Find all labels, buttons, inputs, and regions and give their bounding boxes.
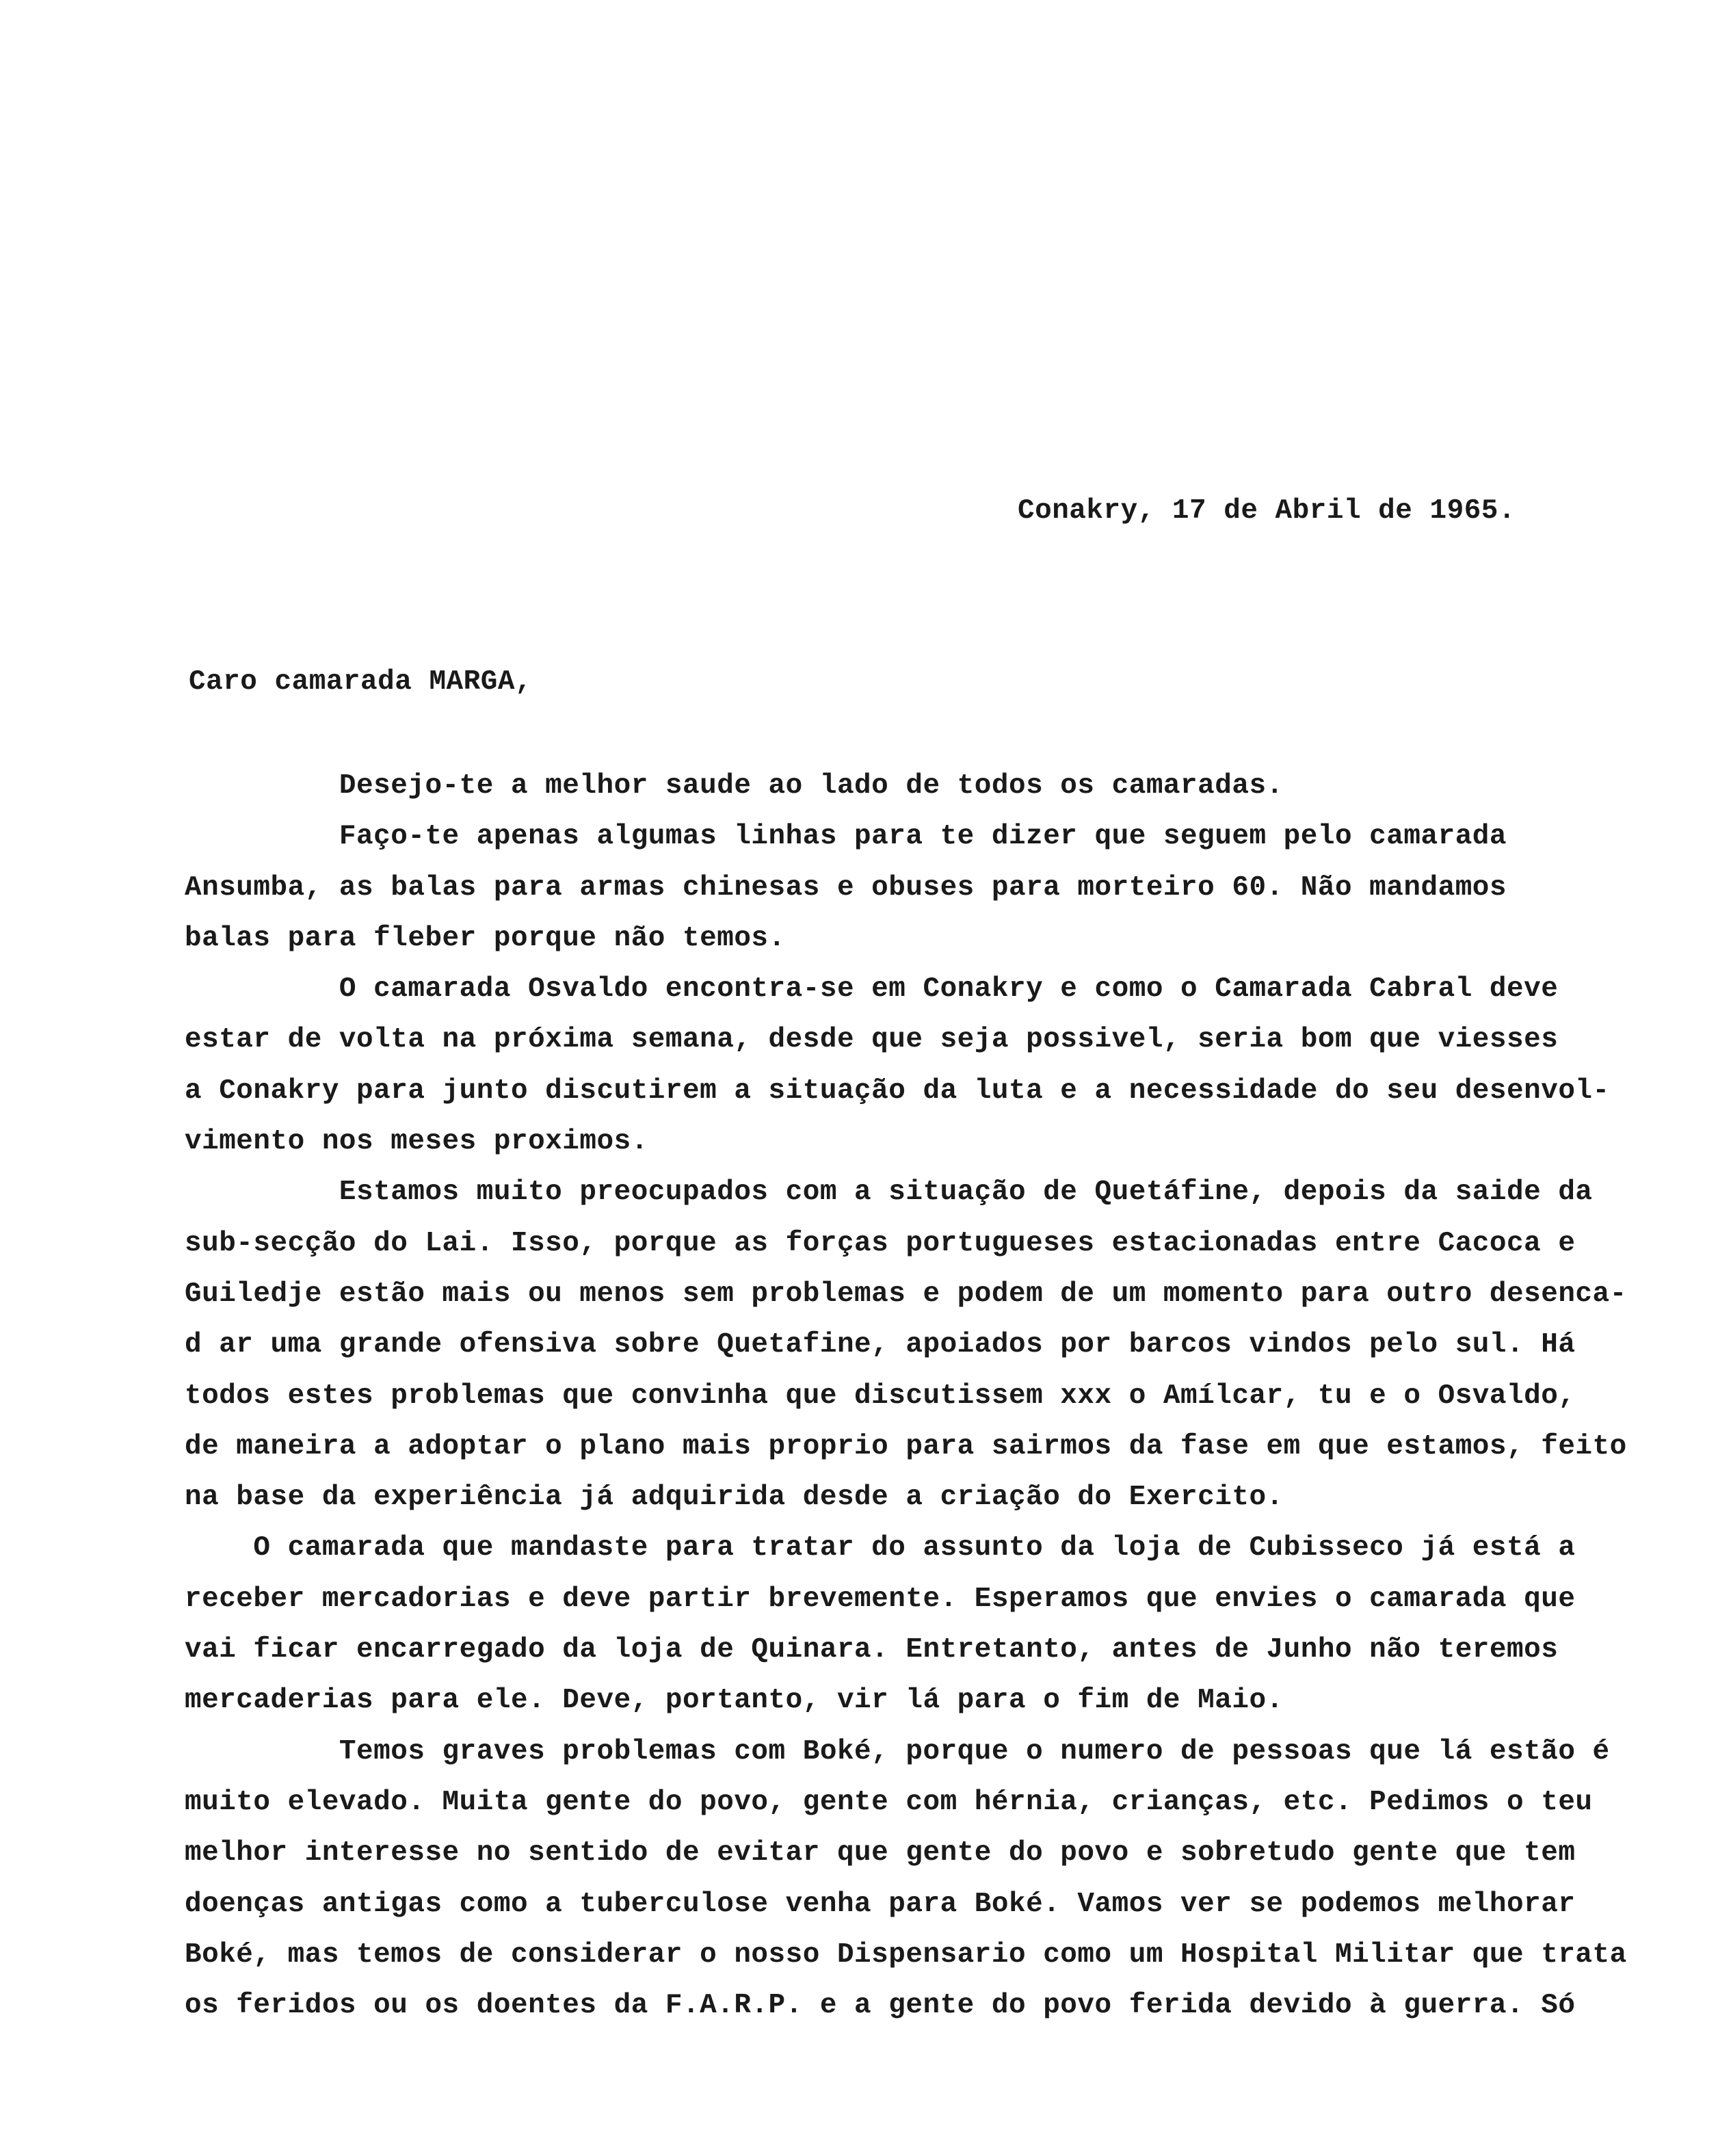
body-line: Faço-te apenas algumas linhas para te dizer que seguem pelo camarada (185, 821, 1507, 853)
body-line: a Conakry para junto discutirem a situação da luta e a necessidade do seu desenvol- (185, 1075, 1610, 1107)
body-line: estar de volta na próxima semana, desde que seja possivel, seria bom que viesses (185, 1024, 1559, 1056)
body-line: Estamos muito preocupados com a situação de Quetáfine, depois da saide da (185, 1176, 1593, 1209)
body-line: Desejo-te a melhor saude ao lado de todos os camaradas. (185, 770, 1284, 802)
body-line: mercaderias para ele. Deve, portanto, vir lá para o fim de Maio. (185, 1685, 1284, 1717)
body-line: Temos graves problemas com Boké, porque o numero de pessoas que lá estão é (185, 1735, 1610, 1767)
body-line: muito elevado. Muita gente do povo, gente com hérnia, crianças, etc. Pedimos o teu (185, 1786, 1593, 1818)
body-line: O camarada Osvaldo encontra-se em Conakry e como o Camarada Cabral deve (185, 973, 1559, 1005)
dateline: Conakry, 17 de Abril de 1965. (1018, 495, 1516, 527)
body-line: vimento nos meses proximos. (185, 1126, 648, 1158)
body-line: os feridos ou os doentes da F.A.R.P. e a gente do povo ferida devido à guerra. Só (185, 1990, 1576, 2022)
body-line: Ansumba, as balas para armas chinesas e obuses para morteiro 60. Não mandamos (185, 871, 1507, 904)
body-line: receber mercadorias e deve partir brevemente. Esperamos que envies o camarada que (185, 1583, 1576, 1615)
body-line: Boké, mas temos de considerar o nosso Dispensario como um Hospital Militar que trata (185, 1938, 1627, 1971)
body-line: doenças antigas como a tuberculose venha para Boké. Vamos ver se podemos melhorar (185, 1888, 1576, 1920)
body-line: melhor interesse no sentido de evitar que gente do povo e sobretudo gente que tem (185, 1837, 1576, 1869)
salutation: Caro camarada MARGA, (189, 666, 533, 698)
body-line: O camarada que mandaste para tratar do assunto da loja de Cubisseco já está a (185, 1532, 1576, 1564)
body-line: de maneira a adoptar o plano mais proprio para sairmos da fase em que estamos, feito (185, 1430, 1627, 1462)
body-line: balas para fleber porque não temos. (185, 922, 786, 954)
body-line: d ar uma grande ofensiva sobre Quetafine, apoiados por barcos vindos pelo sul. Há (185, 1329, 1576, 1361)
letter-body (185, 761, 1627, 2031)
body-line: na base da experiência já adquirida desde a criação do Exercito. (185, 1482, 1284, 1514)
body-line: Guiledje estão mais ou menos sem problemas e podem de um momento para outro desenca- (185, 1278, 1627, 1310)
body-line: todos estes problemas que convinha que discutissem xxx o Amílcar, tu e o Osvaldo, (185, 1380, 1576, 1412)
body-line: sub-secção do Lai. Isso, porque as forças portugueses estacionadas entre Cacoca e (185, 1227, 1576, 1259)
body-line: vai ficar encarregado da loja de Quinara. Entretanto, antes de Junho não teremos (185, 1634, 1559, 1666)
